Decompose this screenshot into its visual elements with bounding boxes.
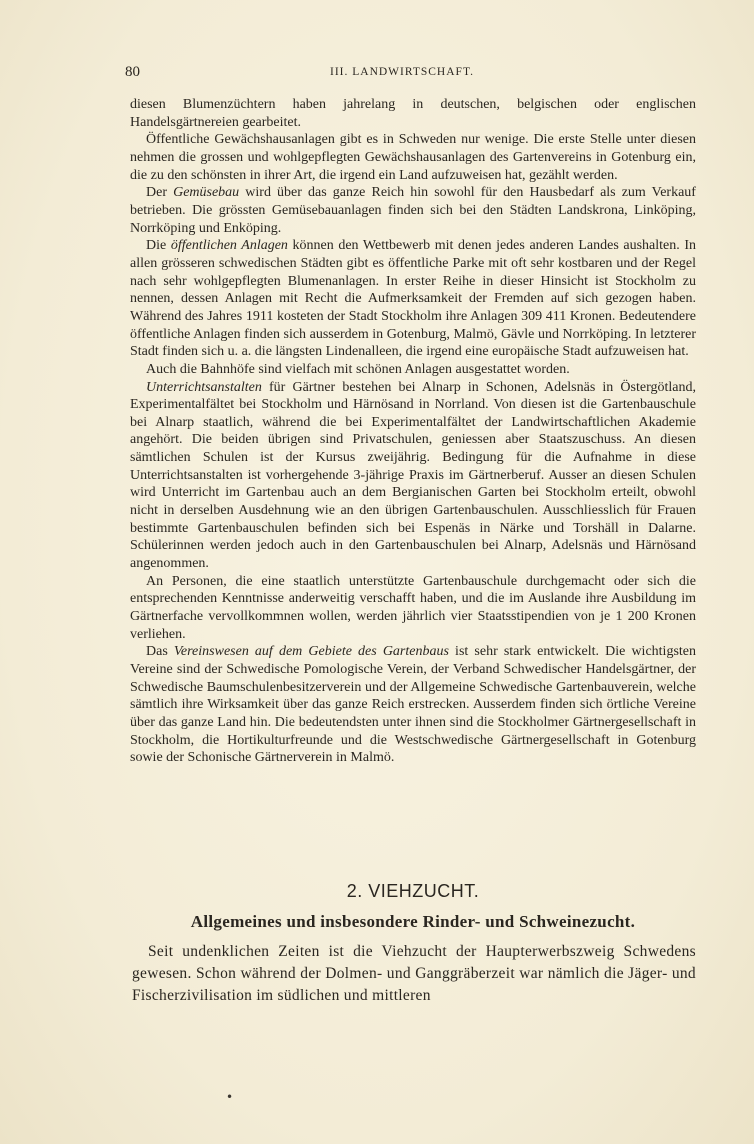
italic-term: Unterrichtsanstalten xyxy=(146,379,262,395)
paragraph: Öffentliche Gewächshausanlagen gibt es in Schweden nur wenige. Die erste Stelle unter diesen nehmen die grossen und wohlgepflegten Gewächshausanlagen des Gartenvereins in Gotenburg ein, die zu den schönsten in ihrer Art, die irgend ein Land aufzuweisen hat, gezählt werden. xyxy=(130,132,696,183)
paragraph: Auch die Bahnhöfe sind vielfach mit schönen Anlagen ausgestattet worden. xyxy=(146,361,570,377)
page-header xyxy=(125,64,697,84)
section-heading: 2. VIEHZUCHT. xyxy=(346,881,480,901)
paragraph: diesen Blumenzüchtern haben jahrelang in deutschen, belgischen oder englischen Handelsgärtnereien gearbeitet. xyxy=(130,97,696,130)
body-text xyxy=(130,96,696,767)
page-number: 80 xyxy=(125,64,140,80)
section-body xyxy=(132,941,696,1007)
paragraph: Seit undenklichen Zeiten ist die Viehzucht der Haupterwerbszweig Schwedens gewesen. Schon während der Dolmen- und Ganggräberzeit war nämlich die Jäger- und Fischerzivilisation im südlichen und mittleren xyxy=(132,943,696,1004)
italic-term: öffentlichen Anlagen xyxy=(170,238,288,254)
running-title: III. LANDWIRTSCHAFT. xyxy=(330,66,474,78)
subsection-heading: Allgemeines und insbesondere Rinder- und Schweinezucht. xyxy=(190,912,636,931)
paragraph: Unterrichtsanstalten für Gärtner bestehen bei Alnarp in Schonen, Adelsnäs in Östergötland, Experimentalfältet bei Stockholm und Härnösand in Norrland. Von diesen ist die Gartenbauschule bei Alnarp staatlich, während die bei Experimentalfältet der Landwirtschaftlichen Akademie angehört. Die beiden übrigen sind Privatschulen, geniessen aber Staatszuschuss. An diesen sämtlichen Schulen ist der Kursus zweijährig. Bedingung für die Aufnahme in diese Unterrichtsanstalten ist vorhergehende 3-jährige Praxis im Gärtnerberuf. Ausser an diesen Schulen wird Unterricht im Gartenbau auch an dem Bergianischen Garten bei Stockholm erteilt, obwohl nicht in derselben Ausdehnung wie an den übrigen Gartenbauschulen. Ausschliesslich für Frauen bestimmte Gartenbauschulen befinden sich bei Espenäs in Närke und Torshäll in Dalarne. Schülerinnen werden jedoch auch in den Gartenbauschulen bei Alnarp, Adelsnäs und Härnösand angenommen. xyxy=(130,379,696,572)
paragraph: Die öffentlichen Anlagen können den Wettbewerb mit denen jedes anderen Landes aushalten. In allen grösseren schwedischen Städten gibt es öffentliche Parke mit oft sehr kostbaren und der Regel nach sehr wohlgepflegten Blumenanlagen. In erster Reihe in dieser Hinsicht ist Stockholm zu nennen, dessen Anlagen mit Recht die Aufmerksamkeit der Fremden auf sich gezogen haben. Während des Jahres 1911 kosteten der Stadt Stockholm ihre Anlagen 309 411 Kronen. Bedeutendere öffentliche Anlagen finden sich ausserdem in Gotenburg, Malmö, Gävle und Norrköping. In letzterer Stadt finden sich u. a. die längsten Lindenalleen, die irgend eine europäische Stadt aufzuweisen hat. xyxy=(130,238,696,360)
italic-term: Vereinswesen auf dem Gebiete des Gartenbaus xyxy=(173,644,449,660)
printer-mark: • xyxy=(226,1090,234,1104)
paragraph: Der Gemüsebau wird über das ganze Reich hin sowohl für den Hausbedarf als zum Verkauf betrieben. Die grössten Gemüsebauanlagen finden sich bei den Städten Landskrona, Linköping, Norrköping und Enköping. xyxy=(130,185,696,236)
italic-term: Gemüsebau xyxy=(173,185,240,201)
paragraph: Das Vereinswesen auf dem Gebiete des Gartenbaus ist sehr stark entwickelt. Die wichtigsten Vereine sind der Schwedische Pomologische Verein, der Verband Schwedischer Handelsgärtner, der Schwedische Baumschulenbesitzerverein und der Allgemeine Schwedische Gartenbauverein, welche sämtlich ihre Wirksamkeit über das ganze Reich erstrecken. Ausserdem finden sich örtliche Vereine über das ganze Land hin. Die bedeutendsten unter ihnen sind die Stockholmer Gärtnergesellschaft in Stockholm, die Hortikulturfreunde und die Westschwedische Gärtnergesellschaft in Gotenburg sowie der Schonische Gärtnerverein in Malmö. xyxy=(130,644,696,766)
paragraph: An Personen, die eine staatlich unterstützte Gartenbauschule durchgemacht oder sich die entsprechenden Kenntnisse anderweitig verschafft haben, und die im Auslande ihre Ausbildung im Gärtnerfache vervollkommnen wollen, werden jährlich vier Staatsstipendien von je 1 200 Kronen verliehen. xyxy=(130,573,696,642)
